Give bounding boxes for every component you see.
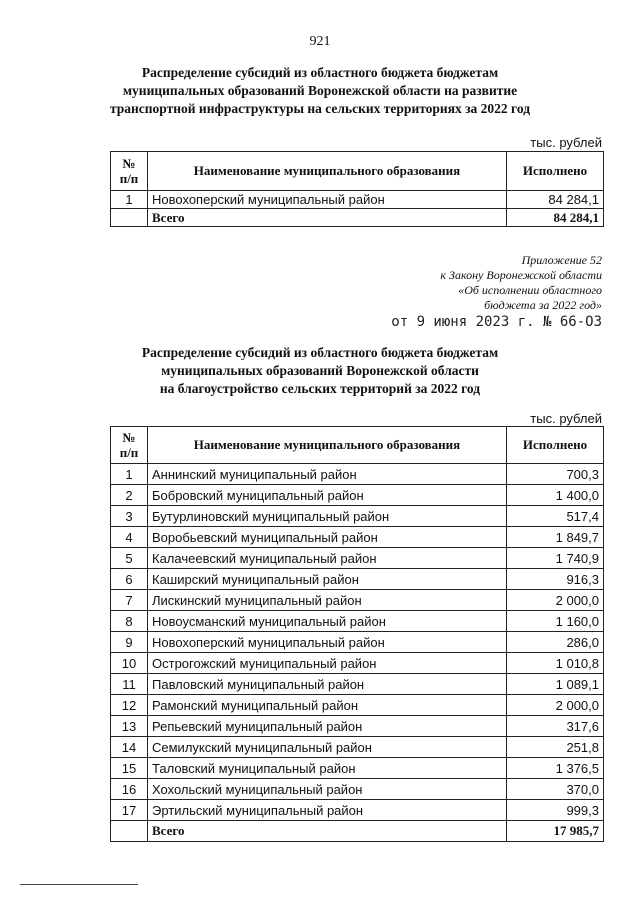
table-row (111, 590, 604, 611)
table-row (111, 527, 604, 548)
total-value: 84 284,1 (507, 209, 604, 227)
table-header-row (111, 152, 604, 191)
table-total-row (111, 209, 604, 227)
row-name: Каширский муниципальный район (148, 569, 507, 590)
row-value: 916,3 (507, 569, 604, 590)
header-value: Исполнено (507, 427, 604, 464)
row-name: Бутурлиновский муниципальный район (148, 506, 507, 527)
table-row (111, 800, 604, 821)
row-name: Репьевский муниципальный район (148, 716, 507, 737)
row-number: 6 (111, 569, 148, 590)
row-value: 517,4 (507, 506, 604, 527)
page-number: 921 (309, 34, 331, 49)
table-row (111, 716, 604, 737)
section2-title-line: муниципальных образований Воронежской области (161, 363, 479, 378)
row-value: 1 010,8 (507, 653, 604, 674)
row-name: Калачеевский муниципальный район (148, 548, 507, 569)
row-number: 1 (111, 191, 148, 209)
row-name: Лискинский муниципальный район (148, 590, 507, 611)
header-num-line2: п/п (119, 445, 139, 460)
section2-units: тыс. рублей (530, 411, 602, 426)
row-number: 8 (111, 611, 148, 632)
row-number: 3 (111, 506, 148, 527)
table-row (111, 695, 604, 716)
table-row (111, 191, 604, 209)
row-value: 2 000,0 (507, 695, 604, 716)
row-number: 13 (111, 716, 148, 737)
row-value: 1 849,7 (507, 527, 604, 548)
table-row (111, 506, 604, 527)
appendix-line: к Закону Воронежской области (440, 268, 602, 282)
row-value: 370,0 (507, 779, 604, 800)
row-name: Новохоперский муниципальный район (148, 632, 507, 653)
total-label: Всего (148, 209, 507, 227)
section2-title (110, 344, 530, 398)
header-name: Наименование муниципального образования (148, 427, 507, 464)
header-num (111, 427, 148, 464)
law-reference: от 9 июня 2023 г. № 66-ОЗ (391, 314, 602, 330)
row-name: Новоусманский муниципальный район (148, 611, 507, 632)
row-value: 317,6 (507, 716, 604, 737)
row-name: Воробьевский муниципальный район (148, 527, 507, 548)
section1-title (100, 64, 540, 118)
row-value: 999,3 (507, 800, 604, 821)
total-value: 17 985,7 (507, 821, 604, 842)
table-row (111, 674, 604, 695)
row-value: 1 400,0 (507, 485, 604, 506)
section2-table (110, 426, 604, 842)
row-value: 286,0 (507, 632, 604, 653)
section1-table (110, 151, 604, 227)
table-row (111, 758, 604, 779)
row-number: 4 (111, 527, 148, 548)
row-number: 9 (111, 632, 148, 653)
row-number: 15 (111, 758, 148, 779)
row-number: 10 (111, 653, 148, 674)
appendix-note (440, 253, 602, 313)
row-value: 1 376,5 (507, 758, 604, 779)
table-row (111, 779, 604, 800)
section1-title-line: Распределение субсидий из областного бюджета бюджетам (141, 65, 499, 80)
header-num-line2: п/п (119, 171, 139, 186)
row-number: 1 (111, 464, 148, 485)
row-value: 251,8 (507, 737, 604, 758)
table-total-row (111, 821, 604, 842)
row-number: 12 (111, 695, 148, 716)
table-header-row (111, 427, 604, 464)
row-number: 5 (111, 548, 148, 569)
section2-table-body (111, 464, 604, 842)
row-number: 14 (111, 737, 148, 758)
row-number: 11 (111, 674, 148, 695)
section1-units: тыс. рублей (530, 135, 602, 150)
appendix-line: «Об исполнении областного (458, 283, 602, 297)
table-row (111, 464, 604, 485)
total-empty-cell (111, 821, 148, 842)
section2-title-line: на благоустройство сельских территорий за 2022 год (159, 381, 481, 396)
table-row (111, 653, 604, 674)
header-num-line1: № (122, 430, 136, 445)
table-row (111, 548, 604, 569)
table-row (111, 569, 604, 590)
section1-table-body (111, 191, 604, 227)
row-number: 16 (111, 779, 148, 800)
row-name: Таловский муниципальный район (148, 758, 507, 779)
row-number: 7 (111, 590, 148, 611)
total-empty-cell (111, 209, 148, 227)
row-name: Аннинский муниципальный район (148, 464, 507, 485)
row-name: Семилукский муниципальный район (148, 737, 507, 758)
header-value: Исполнено (507, 152, 604, 191)
row-number: 2 (111, 485, 148, 506)
footnote-divider (20, 884, 138, 885)
appendix-line: Приложение 52 (521, 253, 602, 267)
appendix-line: бюджета за 2022 год» (484, 298, 602, 312)
table-row (111, 485, 604, 506)
row-value: 700,3 (507, 464, 604, 485)
section1-title-line: транспортной инфраструктуры на сельских территориях за 2022 год (109, 101, 531, 116)
row-name: Павловский муниципальный район (148, 674, 507, 695)
section2-title-line: Распределение субсидий из областного бюджета бюджетам (141, 345, 499, 360)
header-num-line1: № (122, 156, 136, 171)
row-name: Рамонский муниципальный район (148, 695, 507, 716)
header-name: Наименование муниципального образования (148, 152, 507, 191)
row-value: 1 740,9 (507, 548, 604, 569)
row-value: 1 160,0 (507, 611, 604, 632)
row-value: 84 284,1 (507, 191, 604, 209)
section1-title-line: муниципальных образований Воронежской области на развитие (122, 83, 518, 98)
row-name: Хохольский муниципальный район (148, 779, 507, 800)
table-row (111, 737, 604, 758)
row-number: 17 (111, 800, 148, 821)
header-num (111, 152, 148, 191)
row-name: Бобровский муниципальный район (148, 485, 507, 506)
row-value: 2 000,0 (507, 590, 604, 611)
row-name: Новохоперский муниципальный район (148, 191, 507, 209)
row-value: 1 089,1 (507, 674, 604, 695)
table-row (111, 611, 604, 632)
total-label: Всего (148, 821, 507, 842)
row-name: Острогожский муниципальный район (148, 653, 507, 674)
row-name: Эртильский муниципальный район (148, 800, 507, 821)
table-row (111, 632, 604, 653)
